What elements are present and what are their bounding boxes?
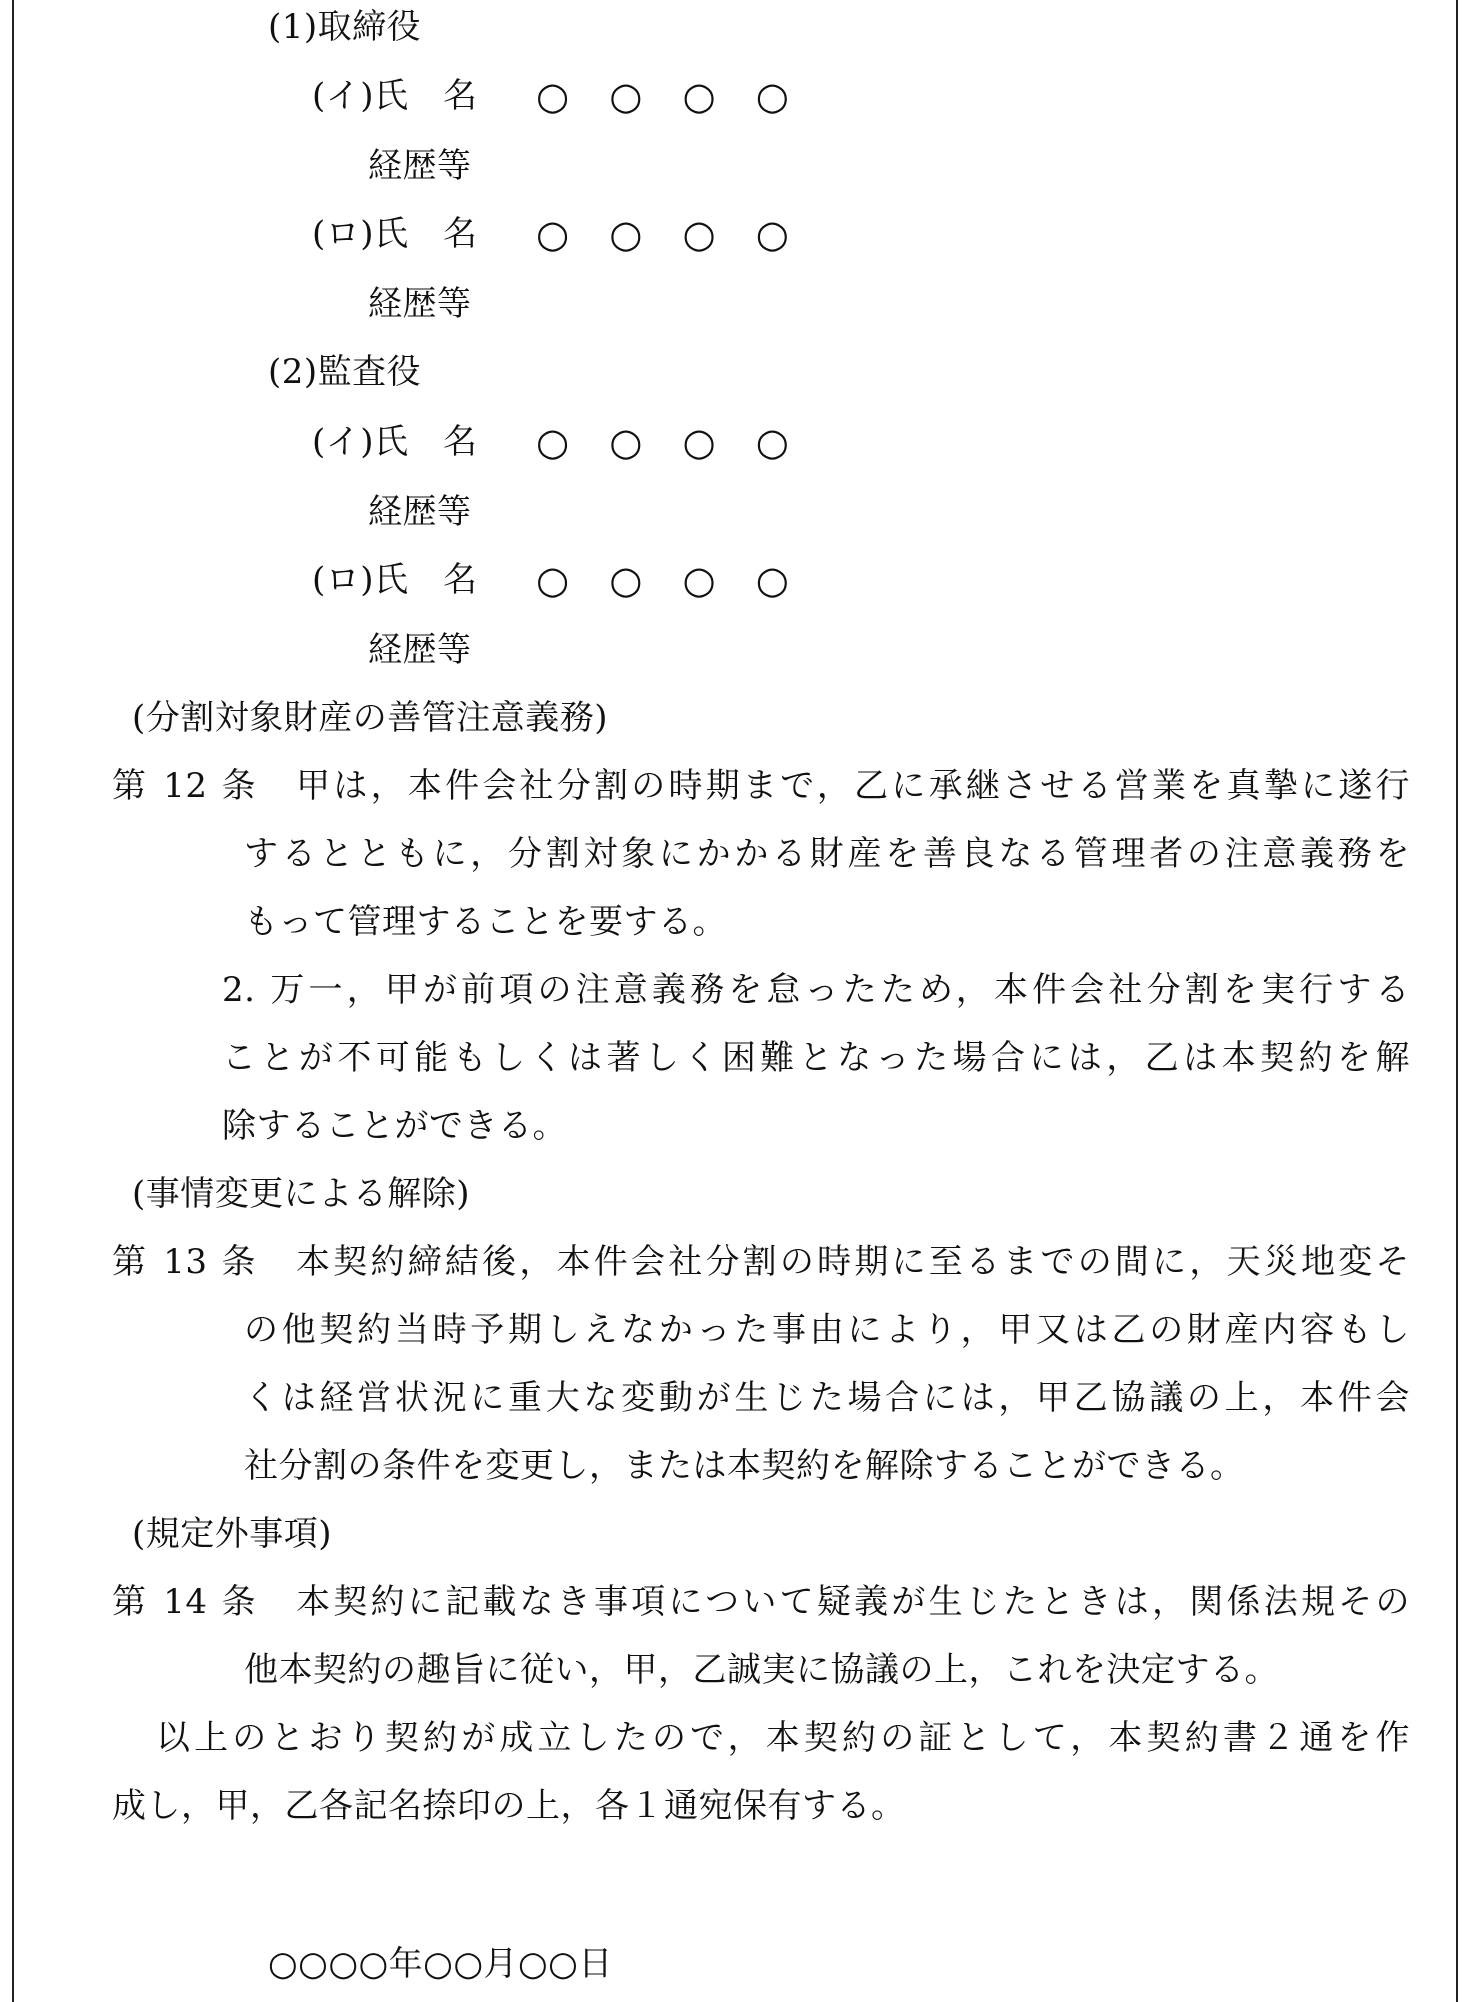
contract-date: ○○○○年○○月○○日 [268,1944,613,1984]
director-i-name-label: (イ)氏 名 [312,76,478,116]
article13-heading: (事情変更による解除) [132,1174,471,1214]
auditors-heading: (2)監査役 [268,352,422,392]
auditor-ro-career-label: 経歴等 [368,630,472,670]
article12-line: するとともに，分割対象にかかる財産を善良なる管理者の注意義務を [244,834,1410,874]
article12-heading: (分割対象財産の善管注意義務) [132,698,609,738]
document-border-left [12,0,14,2002]
director-ro-career-label: 経歴等 [368,284,472,324]
document-border-right [1456,0,1458,2002]
article12-line: もって管理することを要する。 [244,902,727,942]
director-i-name-placeholder: ○ ○ ○ ○ [536,74,803,118]
auditor-i-career-label: 経歴等 [368,492,472,532]
director-ro-name-label: (ロ)氏 名 [312,214,478,254]
closing-line: 成し，甲，乙各記名捺印の上，各１通宛保有する。 [112,1786,906,1826]
article12-line: 除することができる。 [222,1106,567,1146]
article14-heading: (規定外事項) [132,1514,333,1554]
article14-line: 第 14 条 本契約に記載なき事項について疑義が生じたときは，関係法規その [112,1582,1410,1622]
directors-heading: (1)取締役 [268,7,422,47]
auditor-i-name-placeholder: ○ ○ ○ ○ [536,420,803,464]
article13-line: 社分割の条件を変更し，または本契約を解除することができる。 [244,1446,1245,1486]
director-ro-name-placeholder: ○ ○ ○ ○ [536,212,803,256]
article12-line: ことが不可能もしくは著しく困難となった場合には，乙は本契約を解 [222,1038,1410,1078]
auditor-ro-name-label: (ロ)氏 名 [312,560,478,600]
article14-line: 他本契約の趣旨に従い，甲，乙誠実に協議の上，これを決定する。 [244,1650,1279,1690]
director-i-career-label: 経歴等 [368,146,472,186]
article13-line: 第 13 条 本契約締結後，本件会社分割の時期に至るまでの間に，天災地変そ [112,1242,1410,1282]
article13-line: くは経営状況に重大な変動が生じた場合には，甲乙協議の上，本件会 [244,1378,1410,1418]
article12-line: 2. 万一，甲が前項の注意義務を怠ったため，本件会社分割を実行する [222,970,1410,1010]
article13-line: の他契約当時予期しえなかった事由により，甲又は乙の財産内容もし [244,1310,1410,1350]
auditor-ro-name-placeholder: ○ ○ ○ ○ [536,558,803,602]
auditor-i-name-label: (イ)氏 名 [312,422,478,462]
article12-line: 第 12 条 甲は，本件会社分割の時期まで，乙に承継させる営業を真摯に遂行 [112,766,1410,806]
closing-line: 以上のとおり契約が成立したので，本契約の証として，本契約書２通を作 [156,1718,1410,1758]
